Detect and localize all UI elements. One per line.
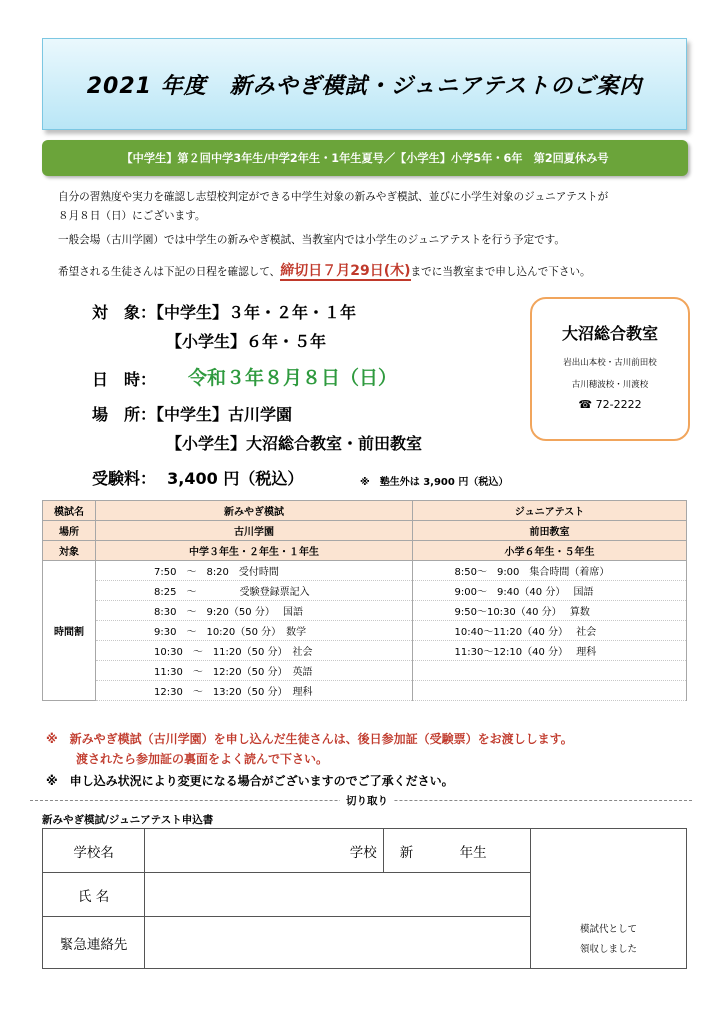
- date-label: 日 時：: [92, 370, 157, 389]
- school-branches: [532, 352, 688, 396]
- fee-label: 受験料：: [92, 469, 157, 488]
- timetable-left-text: 8:30 ～ 9:20（50 分） 国語: [154, 607, 303, 618]
- place-elem: 【小学生】大沼総合教室・前田教室: [166, 434, 423, 453]
- note-1-line-2: 渡されたら参加証の裏面をよく読んで下さい。: [76, 752, 329, 766]
- place-jr-high-cell: 古川学園: [96, 521, 413, 541]
- timetable-left-text: 8:25 ～ 受験登録票記入: [154, 587, 310, 598]
- grade-label: 年生: [459, 844, 487, 861]
- grade-field[interactable]: [383, 829, 530, 873]
- deadline-date: 締切日７月29日(木): [280, 263, 411, 279]
- row-label-place: 場所: [43, 521, 96, 541]
- timetable-right-text: 9:00～ 9:40（40 分） 国語: [454, 587, 594, 598]
- receipt-cell: [530, 829, 686, 969]
- timetable-right-row: [413, 601, 687, 621]
- timetable-right-text: 9:50～10:30（40 分） 算数: [454, 607, 590, 618]
- timetable-right-text: 11:30～12:10（40 分） 理科: [454, 647, 597, 658]
- school-branches-2: 古川穂波校・川渡校: [571, 380, 649, 390]
- place-label: 場 所：: [92, 405, 157, 424]
- timetable-left-text: 9:30 ～ 10:20（50 分） 数学: [154, 627, 307, 638]
- place-row: [92, 402, 292, 425]
- title-banner: [42, 38, 687, 130]
- row-label-target: 対象: [43, 541, 96, 561]
- school-info-box: [530, 297, 690, 441]
- timetable-right-row: [413, 561, 687, 581]
- timetable-left-text: 12:30 ～ 13:20（50 分） 理科: [154, 687, 313, 698]
- timetable-left-row: [96, 581, 413, 601]
- school-branches-1: 岩出山本校・古川前田校: [563, 358, 657, 368]
- deadline-pre: 希望される生徒さんは下記の日程を確認して、: [58, 266, 281, 278]
- emergency-contact-label: 緊急連絡先: [43, 917, 145, 969]
- new-label: 新: [399, 844, 414, 861]
- timetable-left-row: [96, 601, 413, 621]
- student-name-label: 氏 名: [43, 873, 145, 917]
- target-row: [92, 300, 356, 323]
- target-jr-high-cell: 中学３年生・２年生・１年生: [96, 541, 413, 561]
- note-2: ※ 申し込み状況により変更になる場合がございますのでご了承ください。: [46, 774, 454, 788]
- timetable-left-text: 10:30 ～ 11:20（50 分） 社会: [154, 647, 313, 658]
- exam-name-jr-high: 新みやぎ模試: [96, 501, 413, 521]
- application-title: 新みやぎ模試/ジュニアテスト申込書: [42, 814, 214, 826]
- timetable-right-row: [413, 681, 687, 701]
- timetable-right-text: 8:50～ 9:00 集合時間（着席）: [454, 567, 610, 578]
- intro-line-2: ８月８日（日）にございます。: [58, 210, 206, 222]
- place-elem-cell: 前田教室: [413, 521, 687, 541]
- timetable-left-text: 11:30 ～ 12:20（50 分） 英語: [154, 667, 313, 678]
- timetable-right-row: [413, 621, 687, 641]
- subtitle: 【中学生】第２回中学3年生/中学2年生・1年生夏号／【小学生】小学5年・6年 第2回夏休み号: [121, 152, 609, 165]
- school-name-field[interactable]: [145, 829, 384, 873]
- target-label: 対 象：: [92, 303, 157, 322]
- fee-row: [92, 466, 303, 489]
- date-value: 令和３年８月８日（日）: [188, 367, 398, 389]
- deadline-line: [58, 262, 591, 282]
- fee-value: 3,400 円（税込）: [167, 469, 304, 488]
- timetable-right-row: [413, 641, 687, 661]
- timetable-right-row: [413, 661, 687, 681]
- row-label-timetable: 時間割: [43, 561, 96, 701]
- timetable-left-row: [96, 681, 413, 701]
- schedule-table: [42, 500, 687, 701]
- deadline-post: までに当教室まで申し込んで下さい。: [410, 266, 591, 278]
- school-suffix: 学校: [349, 844, 377, 861]
- school-name-label: 学校名: [43, 829, 145, 873]
- intro-line-1: 自分の習熟度や実力を確認し志望校判定ができる中学生対象の新みやぎ模試、並びに小学生対象のジュニアテストが: [58, 191, 609, 203]
- timetable-left-row: [96, 661, 413, 681]
- school-tel: 72-2222: [595, 398, 642, 411]
- timetable-left-row: [96, 561, 413, 581]
- application-form: [42, 828, 687, 969]
- emergency-contact-field[interactable]: [145, 917, 531, 969]
- school-name: 大沼総合教室: [561, 324, 658, 343]
- subtitle-banner: [42, 140, 688, 176]
- place-jr-high: 【中学生】古川学園: [156, 405, 293, 424]
- row-label-exam: 模試名: [43, 501, 96, 521]
- intro-line-3: 一般会場（古川学園）では中学生の新みやぎ模試、当教室内では小学生のジュニアテストを行う予定です。: [58, 234, 566, 246]
- student-name-field[interactable]: [145, 873, 531, 917]
- exam-name-elem: ジュニアテスト: [413, 501, 687, 521]
- page-title: 2021 年度 新みやぎ模試・ジュニアテストのご案内: [86, 73, 643, 99]
- timetable-left-row: [96, 621, 413, 641]
- receipt-line-1: 模試代として: [579, 924, 637, 935]
- target-elem-cell: 小学６年生・５年生: [413, 541, 687, 561]
- fee-note: ※ 塾生外は 3,900 円（税込）: [360, 477, 509, 488]
- cut-label: 切り取り: [340, 793, 394, 808]
- note-1-line-1: ※ 新みやぎ模試（古川学園）を申し込んだ生徒さんは、後日参加証（受験票）をお渡しします。: [46, 732, 573, 746]
- phone-icon: ☎: [578, 398, 593, 411]
- target-jr-high: 【中学生】３年・２年・１年: [156, 303, 357, 322]
- target-elem: 【小学生】６年・５年: [166, 332, 327, 351]
- timetable-right-row: [413, 581, 687, 601]
- timetable-left-row: [96, 641, 413, 661]
- timetable-right-text: 10:40～11:20（40 分） 社会: [454, 627, 597, 638]
- school-tel-row: [532, 398, 688, 411]
- timetable-left-text: 7:50 ～ 8:20 受付時間: [154, 567, 279, 578]
- receipt-line-2: 領収しました: [579, 944, 637, 955]
